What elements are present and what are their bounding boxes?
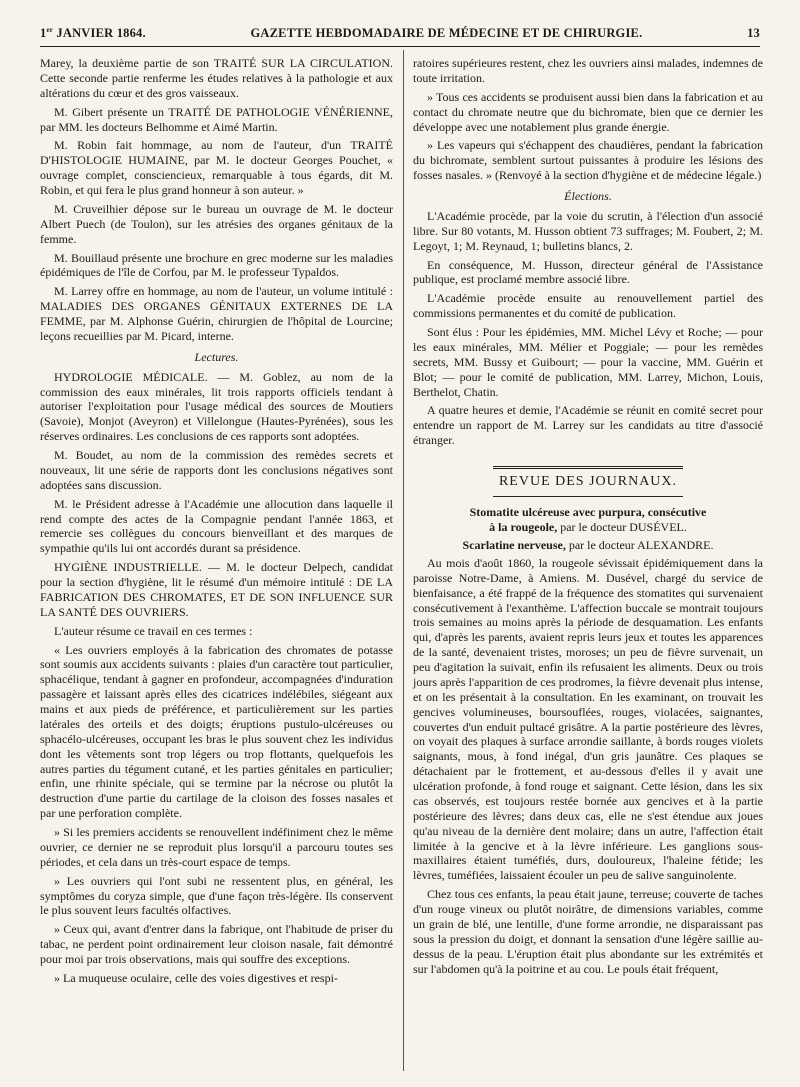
paragraph: « Les ouvriers employés à la fabrication des chromates de potasse sont soumis aux accidents suivants : plaies d'un caractère tout particulier, sphacélique, tendant à gagner en profondeur, accompagnées d'induration passagère et laissant après elles des cicatrices indélébiles, siégeant aux mains et aux pieds de préférence, et particulièrement sur les parties latérales des orteils et des doigts; éruptions pustulo-ulcéreuses ou sphacélo-ulcéreuses, occupant les bras le plus souvent chez les individus dont les vêtements sont trop légers ou trop flottants, quelquefois les autres parties du tégument cutané, et les parties génitales en particulier; enfin, une rhinite spéciale, qui se termine par la nécrose ou plutôt la destruction d'une partie du cartilage de la cloison des fosses nasales et par une perforation complète. [40, 642, 393, 821]
column-divider [403, 50, 404, 1071]
page-header [40, 26, 760, 41]
issue-date: 1er JANVIER 1864. [40, 26, 146, 41]
paragraph: » Ceux qui, avant d'entrer dans la fabrique, ont l'habitude de priser du tabac, ne perdent point ordinairement leur cloison nasale, fait démontré pour moi par trois observations, mais qui souffre des exceptions. [40, 922, 393, 966]
paragraph: M. le Président adresse à l'Académie une allocution dans laquelle il rend compte des actes de la Compagnie pendant l'année 1863, et remercie ses collègues du concours bienveillant et des marques de sympathie qu'ils lui ont accordés durant sa présidence. [40, 496, 393, 556]
paragraph: Chez tous ces enfants, la peau était jaune, terreuse; couverte de taches d'un rouge vineux ou plutôt noirâtre, de dimensions variables, comme un grain de blé, une lentille, d'une forme arrondie, ne disparaissant pas sous la pression du doigt, et donnant la sensation d'une légère saillie au-dessus de la peau. L'éruption était plus abondante sur les extrémités et sur l'abdomen qu'à la poitrine et au cou. Le pouls était fréquent, [413, 887, 763, 976]
paragraph: M. Boudet, au nom de la commission des remèdes secrets et nouveaux, lit une série de rapports dont les conclusions négatives sont adoptées sans discussion. [40, 448, 393, 492]
paragraph: HYGIÈNE INDUSTRIELLE. — M. le docteur Delpech, candidat pour la section d'hygiène, lit le résumé d'un mémoire intitulé : DE LA FABRICATION DES CHROMATES, ET DE SON INFLUENCE SUR LA SANTÉ DES OUVRIERS. [40, 560, 393, 619]
left-column [40, 56, 393, 990]
paragraph: » Les ouvriers qui l'ont subi ne ressentent plus, en général, les symptômes du coryza simple, que d'une façon très-légère. Ils conservent le plus souvent leurs facultés olfactives. [40, 873, 393, 918]
header-rule [40, 46, 760, 47]
paragraph: L'auteur résume ce travail en ces termes : [54, 623, 253, 638]
paragraph: M. Larrey offre en hommage, au nom de l'auteur, un volume intitulé : MALADIES DES ORGANES GÉNITAUX EXTERNES DE LA FEMME, par M. Alphonse Guérin, chirurgien de l'hôpital de Lourcine; leçons recueillies par M. Picard, interne. [40, 284, 393, 343]
article-title-1: Stomatite ulcéreuse avec purpura, consécutive à la rougeole, par le docteur DUSÉVEL. [469, 505, 707, 535]
paragraph: » La muqueuse oculaire, celle des voies digestives et respi- [54, 970, 338, 985]
right-column [413, 56, 763, 980]
section-title-elections: Élections. [564, 189, 612, 203]
paragraph: » Si les premiers accidents se renouvellent indéfiniment chez le même ouvrier, ce dernier ne se reproduit plus lorsqu'il a parcouru toutes ses périodes, et cela dans un très-court espace de temps. [40, 825, 393, 869]
paragraph: HYDROLOGIE MÉDICALE. — M. Goblez, au nom de la commission des eaux minérales, lit trois rapports officiels tendant à autoriser l'exploitation pour l'usage médical des sources de Moutiers (Savoie), Monjot (Aveyron) et Villelongue (Hautes-Pyrénées), sous les réserves ordinaires. Les conclusions de ces rapports sont adoptées. [40, 369, 393, 444]
revue-top-rule [493, 466, 683, 469]
paragraph: M. Bouillaud présente une brochure en grec moderne sur les maladies épidémiques de l'île de Corfou, par M. le professeur Typaldos. [40, 250, 393, 280]
revue-heading-block [413, 466, 763, 497]
paragraph: L'Académie procède ensuite au renouvellement partiel des commissions permanentes et du comité de publication. [413, 291, 763, 321]
paragraph: » Tous ces accidents se produisent aussi bien dans la fabrication et au contact du chromate neutre que du bichromate, bien que ce dernier les développe avec une notablement plus grande énergie. [413, 89, 763, 134]
paragraph: Sont élus : Pour les épidémies, MM. Michel Lévy et Roche; — pour les eaux minérales, MM. Mélier et Poggiale; — pour les remèdes secrets, MM. Bussy et Guibourt; — pour la vaccine, MM. Guérin et Blot; — pour le comité de publication, MM. Larrey, Michon, Louis, Berthelot, Chatin. [413, 325, 763, 399]
revue-title: REVUE DES JOURNAUX. [498, 474, 678, 489]
paragraph: ratoires supérieures restent, chez les ouvriers ainsi malades, indemnes de toute irritation. [413, 56, 763, 85]
paragraph: A quatre heures et demie, l'Académie se réunit en comité secret pour entendre un rapport de M. Larrey sur les candidats au titre d'associé étranger. [413, 403, 763, 448]
paragraph: En conséquence, M. Husson, directeur général de l'Assistance publique, est proclamé membre associé libre. [413, 257, 763, 287]
page-number: 13 [747, 26, 760, 41]
paragraph: » Les vapeurs qui s'échappent des chaudières, pendant la fabrication du bichromate, semblent surtout puissantes à produire les lésions des fosses nasales. » (Renvoyé à la section d'hygiène et de médecine légale.) [413, 138, 763, 183]
paragraph: Marey, la deuxième partie de son TRAITÉ SUR LA CIRCULATION. Cette seconde partie renferme les études relatives à la pathologie et aux altérations du cœur et des gros vaisseaux. [40, 56, 393, 100]
paragraph: M. Gibert présente un TRAITÉ DE PATHOLOGIE VÉNÉRIENNE, par MM. les docteurs Belhomme et Aimé Martin. [40, 104, 393, 134]
revue-bottom-rule [493, 496, 683, 497]
paragraph: M. Robin fait hommage, au nom de l'auteur, d'un TRAITÉ D'HISTOLOGIE HUMAINE, par M. le docteur Georges Pouchet, « ouvrage complet, consciencieux, remarquable à tous égards, dit M. Robin, et qui fera le plus grand honneur à son auteur. » [40, 138, 393, 197]
paragraph: Au mois d'août 1860, la rougeole sévissait épidémiquement dans la paroisse Notre-Dame, à Amiens. M. Dusével, chargé du service de bienfaisance, a été frappé de la fréquence des stomatites qui survenaient consécutivement à l'exanthème. L'affection buccale se montrait toujours trois semaines au moins après la période de desquamation. Les enfants qui, d'après les parents, avaient repris leurs jeux et toutes les apparences de la santé, devenaient tristes, moroses; un peu de fièvre survenait, un peu d'agitation la suivait, enfin ils refusaient les aliments. Deux ou trois jours après l'apparition de ces prodromes, la fièvre devenait plus intense, et on les présentait à la consultation. En les examinant, on trouvait les gencives volumineuses, boursouflées, rouges, violacées, saignantes, couvertes d'un enduit pultacé grisâtre. A la partie postérieure des lèvres, on voyait des plaques à surface arrondie saillante, à bords rouges violets saignants, mous, à fond inégal, d'un gris jaunâtre. Ces plaques se détachaient par le frottement, et au-dessous d'elles il y avait une ulcération profonde, à fond rouge et saignant. Cette lésion, dans les six cas observés, est toujours restée bornée aux gencives et à la partie postérieure des lèvres; dans deux cas, elle ne s'est étendue aux joues qu'au niveau de la dernière dent molaire; dans un autre, l'affection était limitée à la gencive et à la lèvre inférieure. Les ganglions sous-maxillaires étaient tuméfiés, durs, douloureux, l'haleine fétide; les lèvres, tuméfiées, laissaient écouler un peu de salive sanguinolente. [413, 555, 763, 883]
journal-title: GAZETTE HEBDOMADAIRE DE MÉDECINE ET DE CHIRURGIE. [250, 26, 643, 41]
article-title-2: Scarlatine nerveuse, par le docteur ALEXANDRE. [462, 538, 714, 553]
section-title-lectures: Lectures. [194, 349, 239, 364]
paragraph: L'Académie procède, par la voie du scrutin, à l'élection d'un associé libre. Sur 80 votants, M. Husson obtient 73 suffrages; M. Foubert, 2; M. Legoyt, 1; M. Reynaud, 1; bulletins blancs, 2. [413, 208, 763, 253]
paragraph: M. Cruveilhier dépose sur le bureau un ouvrage de M. le docteur Albert Puech (de Toulon), sur les atrésies des organes génitaux de la femme. [40, 201, 393, 246]
